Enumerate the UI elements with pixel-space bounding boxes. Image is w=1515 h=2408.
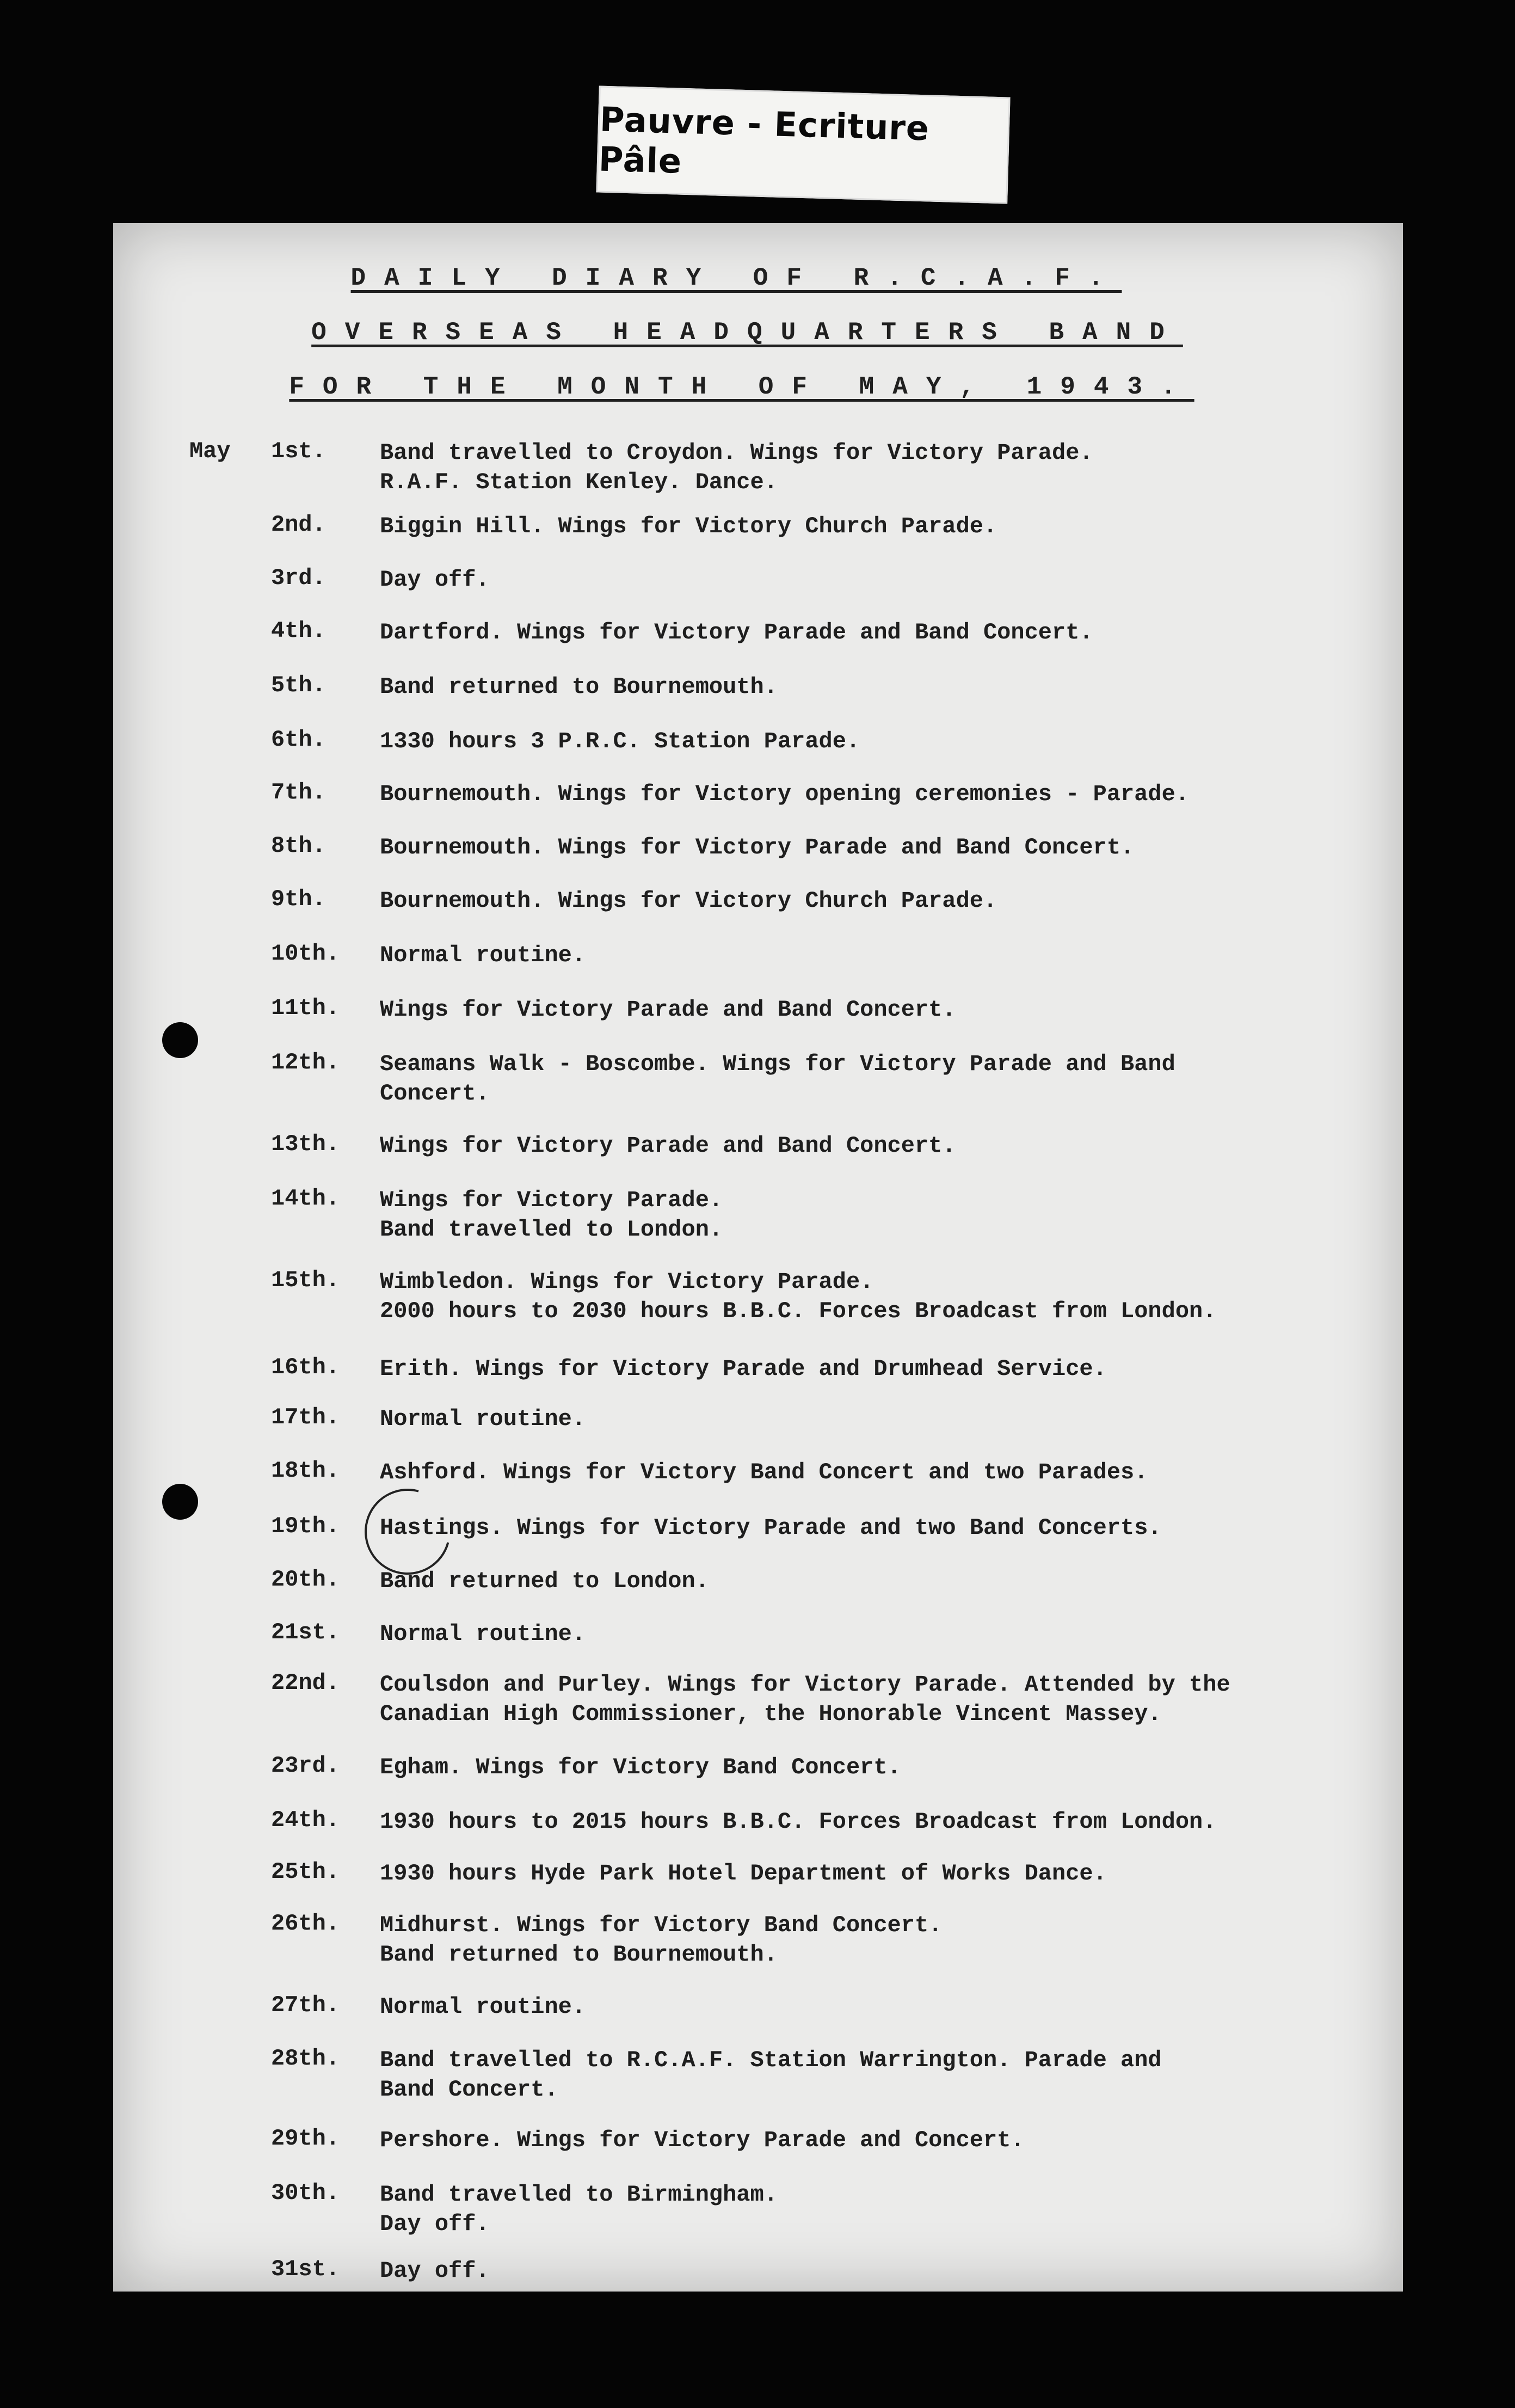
entry-text: Normal routine. (380, 1621, 586, 1647)
entry-text: Band travelled to Birmingham. Day off. (380, 2182, 778, 2237)
entry-text: Biggin Hill. Wings for Victory Church Parade. (380, 513, 997, 539)
entry-text: Coulsdon and Purley. Wings for Victory Parade. Attended by the Canadian High Commissioner, the Honorable Vincent Massey. (380, 1672, 1230, 1727)
entry-date: 28th. (271, 2045, 340, 2072)
entry-date: 27th. (271, 1992, 340, 2018)
entry-text: Normal routine. (380, 942, 586, 968)
entry-date: 13th. (271, 1131, 340, 1157)
entry-text: Band returned to London. (380, 1568, 709, 1594)
entry-text: Ashford. Wings for Victory Band Concert and two Parades. (380, 1459, 1148, 1485)
entry-text: Erith. Wings for Victory Parade and Drumhead Service. (380, 1356, 1107, 1382)
entry-date: 25th. (271, 1859, 340, 1885)
entry-date: 3rd. (271, 565, 326, 591)
entry-text: 1330 hours 3 P.R.C. Station Parade. (380, 728, 860, 754)
entry-text: 1930 hours to 2015 hours B.B.C. Forces Broadcast from London. (380, 1809, 1217, 1835)
entry-text: Wings for Victory Parade. Band travelled to London. (380, 1187, 723, 1243)
entry-date: 22nd. (271, 1670, 340, 1696)
entry-date: 18th. (271, 1458, 340, 1484)
entry-text: Pershore. Wings for Victory Parade and Concert. (380, 2127, 1025, 2153)
entry-date: 6th. (271, 727, 326, 753)
entry-text: Wimbledon. Wings for Victory Parade. 2000 hours to 2030 hours B.B.C. Forces Broadcast from London. (380, 1269, 1217, 1324)
entry-text: Wings for Victory Parade and Band Concert. (380, 1133, 956, 1159)
entry-date: 23rd. (271, 1753, 340, 1779)
entry-text: 1930 hours Hyde Park Hotel Department of Works Dance. (380, 1860, 1107, 1887)
entry-date: 26th. (271, 1911, 340, 1937)
entry-date: 11th. (271, 995, 340, 1021)
entry-text: Dartford. Wings for Victory Parade and Band Concert. (380, 619, 1093, 646)
entry-text: Seamans Walk - Boscombe. Wings for Victory Parade and Band Concert. (380, 1051, 1175, 1107)
punch-hole (162, 1022, 198, 1058)
entry-date: 21st. (271, 1619, 340, 1645)
entry-date: 14th. (271, 1185, 340, 1212)
punch-hole (162, 1484, 198, 1520)
title-line-3: FOR THE MONTH OF MAY, 1943. (289, 373, 1194, 401)
month-label: May (189, 438, 231, 464)
entry-date: 30th. (271, 2180, 340, 2206)
entry-text: Day off. (380, 2258, 490, 2284)
entry-date: 31st. (271, 2256, 340, 2282)
archive-label (596, 85, 1010, 204)
entry-date: 29th. (271, 2126, 340, 2152)
entry-date: 8th. (271, 833, 326, 859)
entry-date: 19th. (271, 1513, 340, 1539)
entry-date: 24th. (271, 1807, 340, 1833)
title-line-2: OVERSEAS HEADQUARTERS BAND (311, 318, 1183, 347)
entry-text: Bournemouth. Wings for Victory Parade and Band Concert. (380, 834, 1135, 861)
title-line-1: DAILY DIARY OF R.C.A.F. (350, 264, 1122, 292)
entry-text: Band travelled to Croydon. Wings for Victory Parade. R.A.F. Station Kenley. Dance. (380, 440, 1093, 495)
entry-date: 15th. (271, 1267, 340, 1293)
diary-page (113, 223, 1403, 2292)
entry-date: 10th. (271, 941, 340, 967)
entry-date: 2nd. (271, 512, 326, 538)
entry-date: 16th. (271, 1354, 340, 1380)
entry-text: Band returned to Bournemouth. (380, 674, 778, 700)
entry-text: Hastings. Wings for Victory Parade and two Band Concerts. (380, 1515, 1162, 1541)
archive-label-text: Pauvre - Ecriture Pâle (598, 99, 930, 181)
entry-text: Normal routine. (380, 1406, 586, 1432)
entry-date: 17th. (271, 1404, 340, 1430)
entry-date: 12th. (271, 1049, 340, 1076)
entry-date: 9th. (271, 886, 326, 912)
entry-text: Wings for Victory Parade and Band Concert. (380, 997, 956, 1023)
entry-text: Normal routine. (380, 1994, 586, 2020)
entry-text: Bournemouth. Wings for Victory opening ceremonies - Parade. (380, 781, 1190, 807)
entry-text: Bournemouth. Wings for Victory Church Parade. (380, 888, 997, 914)
entry-text: Band travelled to R.C.A.F. Station Warrington. Parade and Band Concert. (380, 2047, 1162, 2103)
entry-date: 20th. (271, 1567, 340, 1593)
entry-date: 1st. (271, 438, 326, 464)
entry-date: 5th. (271, 672, 326, 698)
entry-text: Egham. Wings for Victory Band Concert. (380, 1754, 901, 1780)
entry-date: 7th. (271, 779, 326, 806)
entry-text: Midhurst. Wings for Victory Band Concert. Band returned to Bournemouth. (380, 1912, 943, 1968)
entry-text: Day off. (380, 567, 490, 593)
entry-date: 4th. (271, 618, 326, 644)
